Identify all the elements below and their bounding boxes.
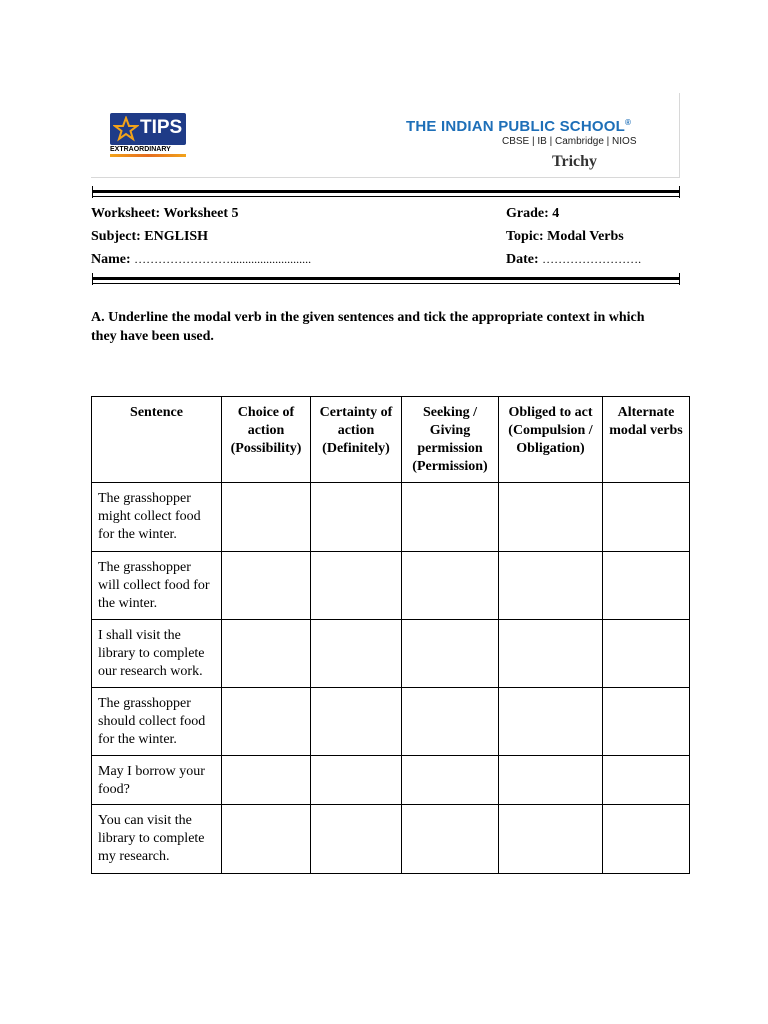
tick-cell[interactable]	[311, 756, 402, 805]
sentence-cell: I shall visit the library to complete our research work.	[92, 620, 222, 688]
alternate-cell[interactable]	[603, 483, 690, 552]
star-icon	[113, 116, 139, 142]
tick-cell[interactable]	[311, 805, 402, 874]
table-header-row	[92, 397, 690, 483]
alternate-cell[interactable]	[603, 805, 690, 874]
table-row	[92, 756, 690, 805]
grade-label: Grade: 4	[506, 206, 560, 221]
header-sentence: Sentence	[92, 397, 222, 483]
tick-cell[interactable]	[222, 483, 311, 552]
alternate-cell[interactable]	[603, 552, 690, 620]
tick-cell[interactable]	[311, 620, 402, 688]
alternate-cell[interactable]	[603, 756, 690, 805]
table-row	[92, 483, 690, 552]
name-field[interactable]: Name: ……………………...........................	[91, 252, 312, 267]
topic-label: Topic: Modal Verbs	[506, 229, 624, 244]
tick-cell[interactable]	[222, 805, 311, 874]
tick-cell[interactable]	[311, 552, 402, 620]
tick-cell[interactable]	[499, 483, 603, 552]
sentence-cell: The grasshopper might collect food for the winter.	[92, 483, 222, 552]
tick-cell[interactable]	[222, 756, 311, 805]
tick-cell[interactable]	[499, 620, 603, 688]
date-field[interactable]: Date: …………………….	[506, 252, 642, 267]
worksheet-label: Worksheet: Worksheet 5	[91, 206, 239, 221]
header-possibility: Choice of action (Possibility)	[222, 397, 311, 483]
table-row	[92, 620, 690, 688]
table-row	[92, 688, 690, 756]
school-name: THE INDIAN PUBLIC SCHOOL®	[406, 118, 632, 135]
logo-tagline-bar	[110, 154, 186, 157]
modal-verbs-table	[91, 396, 690, 874]
instruction-text: A. Underline the modal verb in the given sentences and tick the appropriate context in which they have been used.	[91, 310, 645, 344]
tick-cell[interactable]	[222, 688, 311, 756]
header-permission: Seeking / Giving permission (Permission)	[402, 397, 499, 483]
tick-cell[interactable]	[311, 483, 402, 552]
divider-top-thin	[93, 196, 679, 197]
divider-top	[93, 190, 679, 193]
logo-tagline: EXTRAORDINARY	[110, 146, 171, 153]
header-certainty: Certainty of action (Definitely)	[311, 397, 402, 483]
tick-cell[interactable]	[402, 552, 499, 620]
school-city: Trichy	[552, 153, 598, 170]
sentence-cell: May I borrow your food?	[92, 756, 222, 805]
sentence-cell: The grasshopper will collect food for the winter.	[92, 552, 222, 620]
table-row	[92, 552, 690, 620]
tick-cell[interactable]	[499, 688, 603, 756]
tick-cell[interactable]	[402, 620, 499, 688]
header-obligation: Obliged to act (Compulsion / Obligation)	[499, 397, 603, 483]
tick-cell[interactable]	[311, 688, 402, 756]
tick-cell[interactable]	[402, 483, 499, 552]
tick-cell[interactable]	[402, 805, 499, 874]
alternate-cell[interactable]	[603, 620, 690, 688]
tick-cell[interactable]	[222, 620, 311, 688]
school-boards: CBSE | IB | Cambridge | NIOS	[502, 136, 637, 147]
divider-bottom-thin	[93, 283, 679, 284]
header-alternate: Alternate modal verbs	[603, 397, 690, 483]
subject-label: Subject: ENGLISH	[91, 229, 209, 244]
tips-logo	[110, 113, 186, 145]
divider-bottom	[93, 277, 679, 280]
tick-cell[interactable]	[222, 552, 311, 620]
sentence-cell: You can visit the library to complete my research.	[92, 805, 222, 874]
alternate-cell[interactable]	[603, 688, 690, 756]
tick-cell[interactable]	[402, 756, 499, 805]
sentence-cell: The grasshopper should collect food for the winter.	[92, 688, 222, 756]
table-row	[92, 805, 690, 874]
tick-cell[interactable]	[499, 805, 603, 874]
tick-cell[interactable]	[402, 688, 499, 756]
tick-cell[interactable]	[499, 552, 603, 620]
tick-cell[interactable]	[499, 756, 603, 805]
logo-text: TIPS	[140, 117, 183, 138]
